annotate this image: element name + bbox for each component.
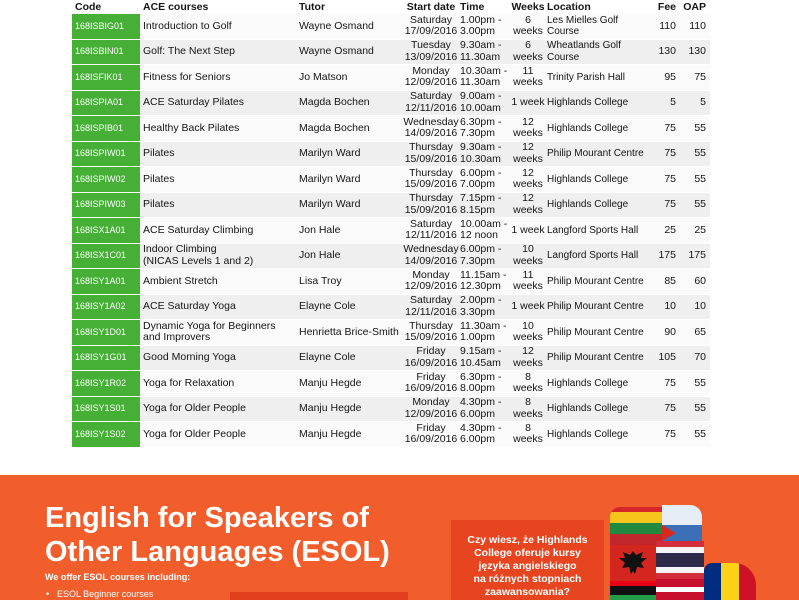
course-name-cell: ACE Saturday Yoga — [143, 300, 236, 312]
table-row — [72, 40, 710, 66]
location-cell: Philip Mourant Centre — [547, 275, 644, 287]
start-date: 15/09/2016 — [404, 178, 458, 191]
table-row — [72, 116, 710, 142]
course-code-cell: 168ISPIW02 — [72, 167, 140, 192]
esol-heading — [45, 501, 390, 569]
tutor-cell: Manju Hegde — [299, 376, 362, 389]
start-day: Friday — [416, 345, 446, 358]
start-day: Friday — [416, 371, 446, 383]
start-date: 14/09/2016 — [404, 254, 458, 267]
time-cell: 7.15pm - 8.15pm — [460, 192, 502, 216]
course-name-cell: Healthy Back Pilates — [143, 121, 240, 134]
time-cell: 6.30pm - 8.00pm — [460, 371, 502, 395]
weeks-cell: 11 weeks — [513, 65, 543, 89]
start-date: 12/09/2016 — [404, 407, 458, 420]
start-day: Wednesday — [403, 116, 459, 128]
course-name-cell: Ambient Stretch — [143, 274, 218, 287]
tutor-cell: Magda Bochen — [299, 96, 370, 108]
weeks-cell: 12 weeks — [513, 345, 543, 369]
tutor-cell: Jo Matson — [299, 70, 348, 83]
start-date: 15/09/2016 — [404, 203, 458, 216]
header-fee: Fee — [657, 1, 676, 13]
callout-line: języka angielskiego — [478, 560, 577, 572]
start-date: 12/11/2016 — [405, 229, 457, 242]
fee-cell: 175 — [658, 249, 676, 261]
table-row — [72, 14, 710, 40]
oap-price-cell: 55 — [694, 172, 706, 185]
start-day: Saturday — [409, 294, 453, 307]
fee-cell: 75 — [664, 121, 676, 134]
weeks-cell: 8 weeks — [513, 422, 543, 446]
start-date-cell — [403, 269, 459, 294]
start-date-cell — [403, 346, 459, 371]
header-weeks: Weeks — [511, 1, 545, 13]
eagle-icon — [610, 545, 656, 581]
time-cell: 6.00pm - 7.30pm — [460, 243, 502, 267]
course-code-cell: 168ISPIW01 — [72, 142, 140, 167]
location-cell: Philip Mourant Centre — [547, 352, 644, 363]
tutor-cell: Jon Hale — [299, 223, 341, 236]
fee-cell: 5 — [670, 96, 676, 108]
table-row — [72, 269, 710, 295]
esol-course-list — [46, 588, 153, 600]
oap-price-cell: 70 — [694, 351, 706, 363]
course-code-cell: 168ISY1G01 — [72, 346, 140, 371]
table-row — [72, 295, 710, 321]
start-date: 17/09/2016 — [404, 25, 458, 38]
lithuania-flag-icon — [610, 507, 662, 545]
weeks-cell: 1 week — [511, 300, 545, 312]
time-cell: 6.30pm - 7.30pm — [460, 116, 502, 140]
esol-section — [0, 475, 799, 600]
start-day: Tuesday — [411, 39, 451, 52]
oap-price-cell: 75 — [694, 70, 706, 83]
start-day: Friday — [416, 422, 446, 434]
course-code-cell: 168ISPIB01 — [72, 116, 140, 141]
course-name-cell: ACE Saturday Climbing — [143, 223, 254, 236]
tutor-cell: Marilyn Ward — [299, 147, 361, 159]
location-cell: Philip Mourant Centre — [547, 148, 644, 159]
course-name-cell: Dynamic Yoga for Beginners and Improvers — [143, 320, 276, 344]
course-code-cell: 168ISY1D01 — [72, 320, 140, 345]
weeks-cell: 6 weeks — [513, 39, 543, 63]
time-cell: 10.00am - 12 noon — [460, 218, 508, 242]
course-code-cell: 168ISY1S01 — [72, 397, 140, 422]
esol-heading-line-2: Other Languages (ESOL) — [45, 536, 390, 568]
weeks-cell: 6 weeks — [513, 14, 543, 38]
romania-flag-icon — [704, 563, 756, 600]
weeks-cell: 10 weeks — [513, 243, 543, 267]
weeks-cell: 1 week — [511, 96, 545, 108]
location-cell: Highlands College — [547, 403, 629, 414]
start-date: 12/09/2016 — [404, 76, 458, 89]
oap-price-cell: 130 — [688, 45, 706, 57]
fee-cell: 75 — [664, 376, 676, 389]
tutor-cell: Manju Hegde — [299, 427, 362, 440]
table-row — [72, 193, 710, 219]
course-name-cell: Yoga for Relaxation — [143, 376, 235, 389]
course-name-cell: Fitness for Seniors — [143, 70, 231, 83]
course-name-cell: Yoga for Older People — [143, 427, 246, 440]
location-cell: Philip Mourant Centre — [547, 326, 644, 338]
weeks-cell: 10 weeks — [513, 320, 543, 344]
start-date-cell — [403, 320, 459, 345]
course-code-cell: 168ISX1A01 — [72, 218, 140, 243]
callout-line: Czy wiesz, że Highlands — [467, 534, 588, 546]
weeks-cell: 8 weeks — [513, 396, 543, 420]
tutor-cell: Lisa Troy — [299, 274, 342, 287]
tutor-cell: Jon Hale — [299, 249, 341, 261]
fee-cell: 95 — [664, 70, 676, 83]
header-code: Code — [72, 0, 140, 14]
tutor-cell: Henrietta Brice-Smith — [299, 325, 399, 338]
table-row — [72, 218, 710, 244]
table-row — [72, 167, 710, 193]
table-row — [72, 397, 710, 423]
fee-cell: 75 — [664, 172, 676, 185]
course-code-cell: 168ISY1S02 — [72, 422, 140, 447]
start-day: Thursday — [409, 141, 453, 154]
course-name-cell: ACE Saturday Pilates — [143, 96, 244, 108]
course-name-cell: Pilates — [143, 172, 175, 185]
time-cell: 10.30am - 11.30am — [460, 65, 508, 89]
header-start-date: Start date — [406, 1, 456, 13]
callout-line: zaawansowania? — [484, 586, 571, 598]
time-cell: 4.30pm - 6.00pm — [460, 396, 502, 420]
fee-cell: 105 — [658, 351, 676, 363]
start-date: 14/09/2016 — [404, 127, 458, 140]
start-date-cell — [403, 40, 459, 65]
light-blue-flag-icon — [662, 505, 702, 541]
table-row — [72, 422, 710, 448]
start-date-cell — [403, 422, 459, 447]
time-cell: 9.00am - 10.00am — [460, 90, 502, 114]
start-day: Wednesday — [403, 243, 459, 256]
course-code-cell: 168ISY1R02 — [72, 371, 140, 396]
start-day: Monday — [412, 396, 450, 409]
list-item-label: ESOL Beginner courses — [57, 589, 154, 599]
tutor-cell: Marilyn Ward — [299, 198, 361, 210]
time-cell: 4.30pm - 6.00pm — [460, 422, 502, 446]
location-cell: Highlands College — [547, 377, 629, 389]
time-cell: 9.30am - 11.30am — [460, 39, 502, 63]
course-name-cell: Pilates — [143, 147, 175, 159]
weeks-cell: 11 weeks — [513, 269, 543, 293]
flags-collage — [608, 503, 756, 600]
start-date-cell — [403, 116, 459, 141]
table-body — [72, 14, 710, 448]
start-date: 15/09/2016 — [404, 331, 458, 344]
start-date-cell — [403, 193, 459, 218]
start-day: Saturday — [409, 218, 453, 230]
tutor-cell: Wayne Osmand — [299, 19, 374, 32]
time-cell: 9.15am - 10.45am — [460, 345, 502, 369]
red-white-flag-icon — [656, 579, 704, 600]
fee-cell: 75 — [664, 147, 676, 159]
oap-price-cell: 55 — [694, 147, 706, 159]
info-panel — [230, 592, 408, 600]
callout-line: na różnych stopniach — [473, 573, 582, 585]
header-course: ACE courses — [143, 1, 209, 13]
tutor-cell: Marilyn Ward — [299, 172, 361, 185]
oap-price-cell: 10 — [694, 300, 706, 312]
course-code-cell: 168ISY1A01 — [72, 269, 140, 294]
start-day: Thursday — [409, 192, 453, 205]
start-date-cell — [403, 65, 459, 90]
start-day: Monday — [412, 269, 450, 281]
course-code-cell: 168ISBIG01 — [72, 14, 140, 39]
time-cell: 11.15am - 12.30pm — [460, 269, 507, 293]
weeks-cell: 12 weeks — [513, 141, 543, 165]
albania-flag-icon — [610, 545, 656, 581]
fee-cell: 130 — [658, 45, 676, 57]
weeks-cell: 8 weeks — [513, 371, 543, 395]
time-cell: 1.00pm - 3.00pm — [460, 14, 502, 38]
callout-line: College oferuje kursy — [474, 547, 581, 559]
tutor-cell: Elayne Cole — [299, 300, 356, 312]
table-header-row — [72, 0, 710, 14]
fee-cell: 10 — [664, 300, 676, 312]
fee-cell: 75 — [664, 198, 676, 210]
bullet-icon: • — [46, 589, 50, 599]
course-name-cell: Good Morning Yoga — [143, 351, 236, 363]
course-name-cell: Yoga for Older People — [143, 402, 246, 414]
location-cell: Philip Mourant Centre — [547, 301, 644, 312]
start-day: Monday — [412, 65, 450, 77]
header-tutor: Tutor — [299, 1, 326, 13]
start-date-cell — [403, 295, 459, 320]
thailand-flag-icon — [656, 541, 704, 579]
location-cell: Wheatlands Golf Course — [547, 40, 621, 63]
tutor-cell: Elayne Cole — [299, 351, 356, 363]
header-location: Location — [547, 1, 591, 13]
fee-cell: 85 — [664, 274, 676, 287]
table-row — [72, 91, 710, 117]
location-cell: Highlands College — [547, 97, 629, 108]
start-date-cell — [403, 142, 459, 167]
fee-cell: 110 — [659, 19, 676, 32]
oap-price-cell: 55 — [694, 402, 706, 414]
start-date-cell — [403, 397, 459, 422]
course-code-cell: 168ISPIA01 — [72, 91, 140, 116]
tutor-cell: Manju Hegde — [299, 402, 362, 414]
time-cell: 9.30am - 10.30am — [460, 141, 502, 165]
course-name-cell: Golf: The Next Step — [143, 45, 236, 57]
location-cell: Langford Sports Hall — [547, 250, 639, 261]
oap-price-cell: 55 — [694, 198, 706, 210]
weeks-cell: 1 week — [511, 223, 545, 236]
start-date: 15/09/2016 — [404, 152, 458, 165]
start-date: 12/09/2016 — [404, 280, 458, 293]
oap-price-cell: 175 — [688, 249, 706, 261]
start-date-cell — [403, 244, 459, 269]
tutor-cell: Magda Bochen — [299, 121, 370, 134]
start-date: 16/09/2016 — [404, 433, 458, 446]
fee-cell: 25 — [664, 223, 676, 236]
start-date: 16/09/2016 — [404, 382, 458, 395]
tricolour-flag-icon — [610, 581, 656, 600]
list-item — [46, 588, 153, 600]
start-date-cell — [403, 14, 459, 39]
start-date-cell — [403, 371, 459, 396]
location-cell: Highlands College — [547, 428, 629, 440]
weeks-cell: 12 weeks — [513, 116, 543, 140]
table-row — [72, 346, 710, 372]
location-cell: Highlands College — [547, 199, 629, 210]
start-date: 16/09/2016 — [404, 356, 458, 369]
table-row — [72, 244, 710, 270]
course-table — [72, 0, 710, 448]
start-date-cell — [403, 91, 459, 116]
weeks-cell: 12 weeks — [513, 167, 543, 191]
location-cell: Les Mielles Golf Course — [547, 14, 619, 38]
location-cell: Trinity Parish Hall — [547, 71, 625, 83]
start-day: Saturday — [409, 90, 453, 103]
start-date: 13/09/2016 — [404, 50, 458, 63]
start-date: 12/11/2016 — [405, 305, 457, 318]
oap-price-cell: 55 — [694, 121, 706, 134]
start-date-cell — [403, 167, 459, 192]
table-row — [72, 142, 710, 168]
fee-cell: 75 — [664, 402, 676, 414]
fee-cell: 75 — [664, 427, 676, 440]
header-oap: OAP — [683, 1, 706, 13]
oap-price-cell: 55 — [694, 427, 706, 440]
start-date: 12/11/2016 — [405, 101, 457, 114]
table-row — [72, 65, 710, 91]
course-code-cell: 168ISPIW03 — [72, 193, 140, 218]
time-cell: 11.30am - 1.00pm — [460, 320, 507, 344]
weeks-cell: 12 weeks — [513, 192, 543, 216]
start-date-cell — [403, 218, 459, 243]
start-day: Saturday — [409, 14, 453, 26]
course-code-cell: 168ISY1A02 — [72, 295, 140, 320]
table-row — [72, 371, 710, 397]
location-cell: Highlands College — [547, 173, 629, 185]
oap-price-cell: 25 — [694, 223, 706, 236]
oap-price-cell: 60 — [694, 274, 706, 287]
tutor-cell: Wayne Osmand — [299, 45, 374, 57]
course-name-cell: Introduction to Golf — [143, 19, 232, 32]
course-code-cell: 168ISFIK01 — [72, 65, 140, 90]
oap-price-cell: 5 — [700, 96, 706, 108]
oap-price-cell: 65 — [694, 325, 706, 338]
fee-cell: 90 — [664, 325, 676, 338]
esol-intro-text: We offer ESOL courses including: — [45, 572, 191, 582]
time-cell: 2.00pm - 3.30pm — [460, 294, 502, 318]
header-time: Time — [460, 1, 485, 13]
table-row — [72, 320, 710, 346]
oap-price-cell: 55 — [694, 376, 706, 389]
time-cell: 6.00pm - 7.00pm — [460, 167, 502, 191]
course-name-cell: Pilates — [143, 198, 175, 210]
oap-price-cell: 110 — [689, 19, 706, 32]
location-cell: Highlands College — [547, 122, 629, 134]
polish-callout-box — [451, 520, 604, 600]
course-code-cell: 168ISX1C01 — [72, 244, 140, 269]
course-name-cell: Indoor Climbing (NICAS Levels 1 and 2) — [143, 243, 254, 267]
start-day: Thursday — [409, 320, 453, 332]
esol-heading-line-1: English for Speakers of — [45, 502, 369, 534]
start-day: Thursday — [409, 167, 453, 179]
course-code-cell: 168ISBIN01 — [72, 40, 140, 65]
location-cell: Langford Sports Hall — [547, 224, 639, 236]
